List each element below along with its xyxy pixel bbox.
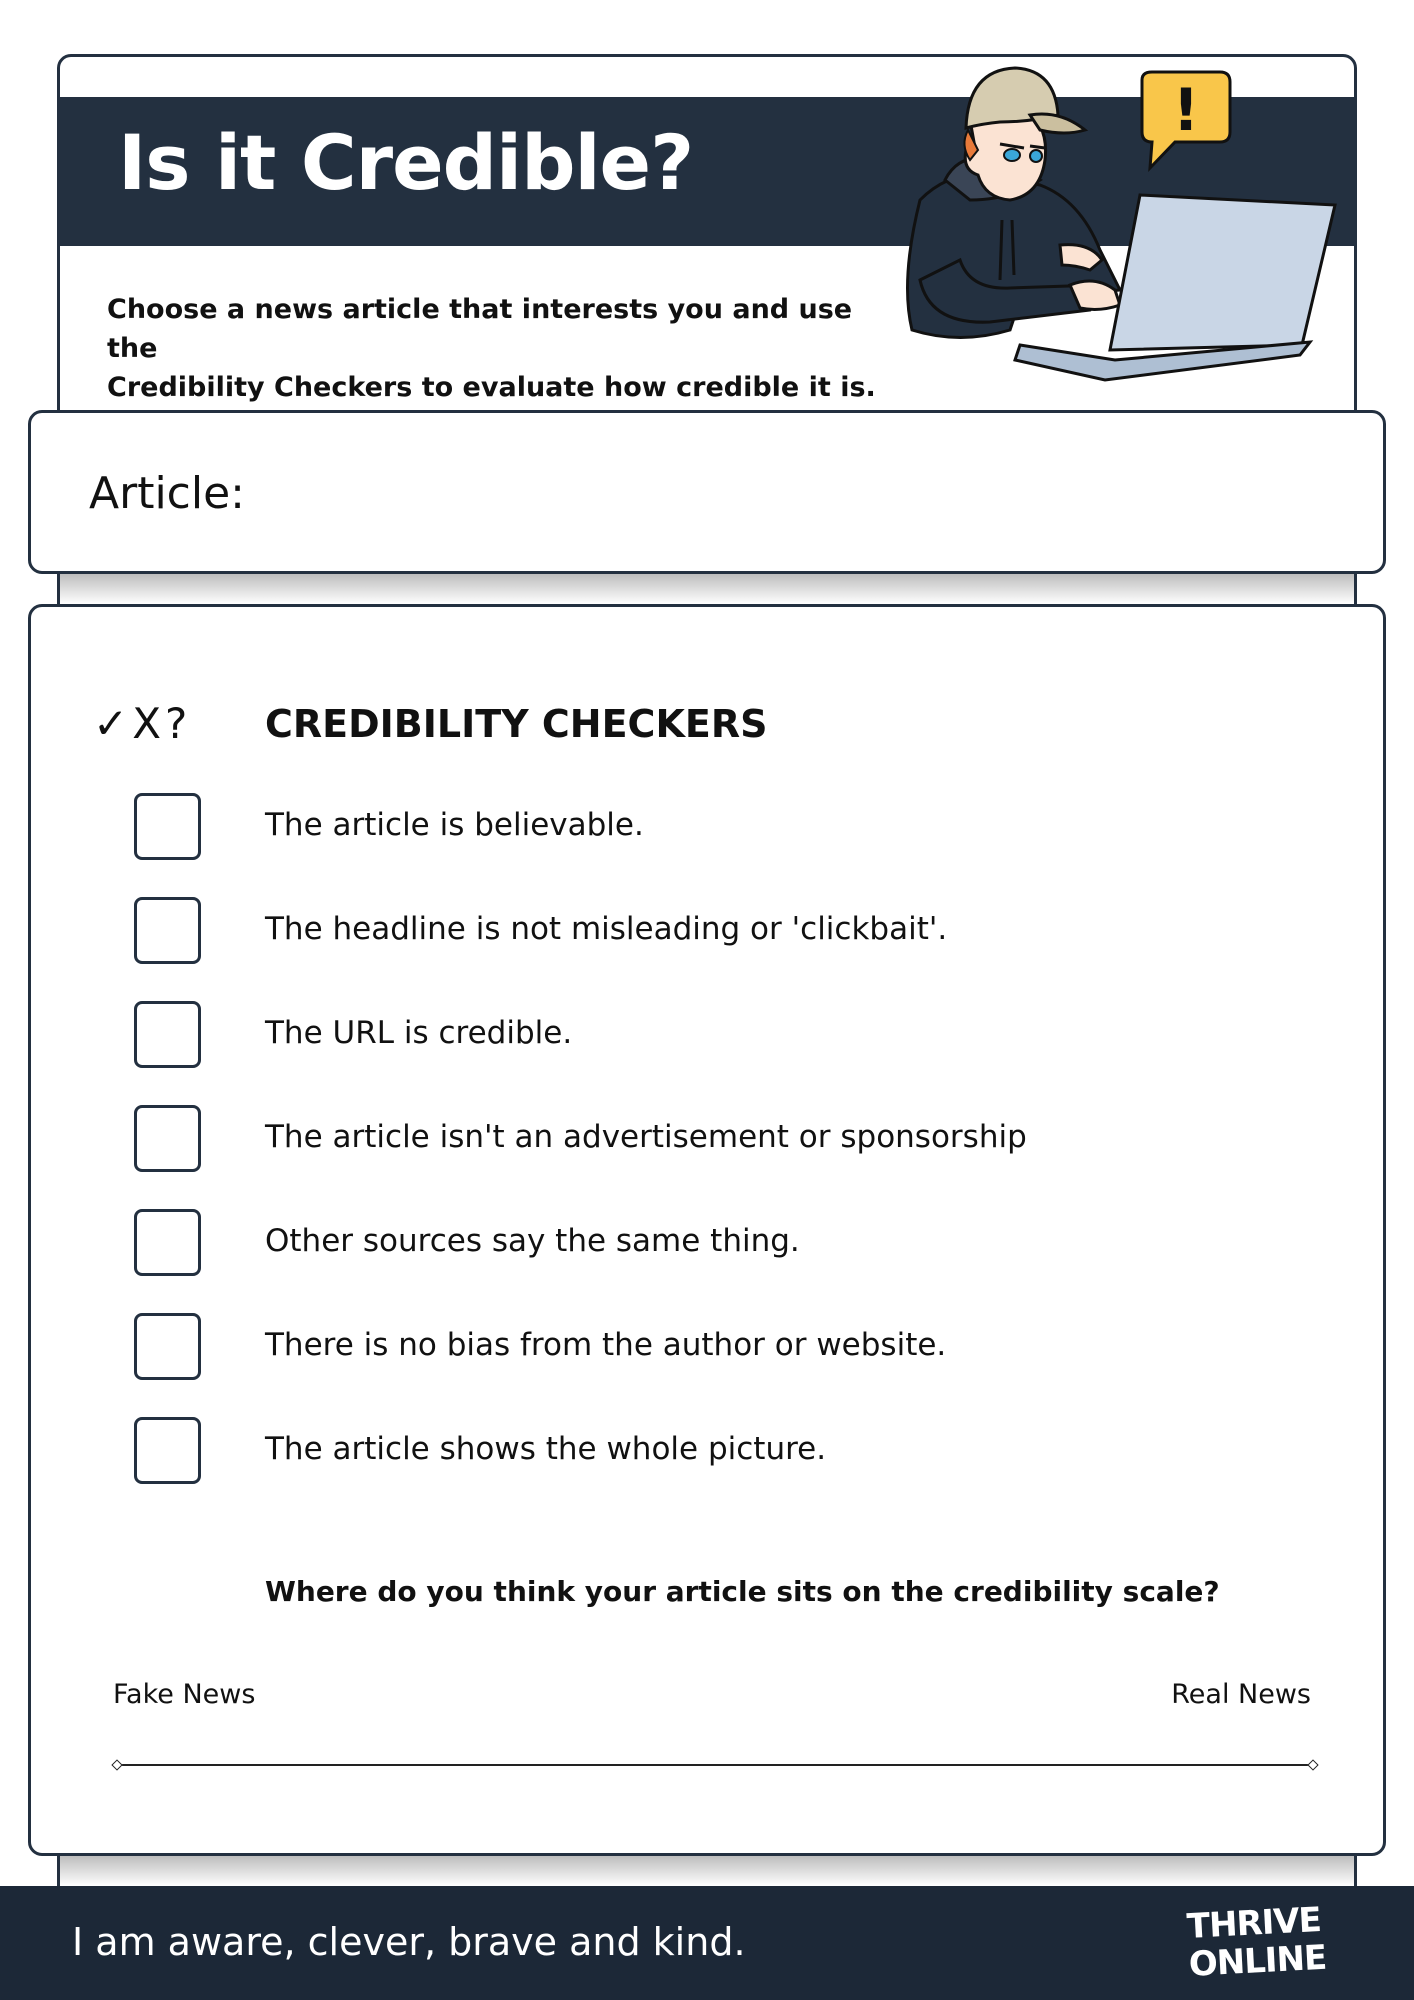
footer-tagline: I am aware, clever, brave and kind. [72, 1920, 746, 1964]
credibility-checkers-card [28, 604, 1386, 1856]
checker-text: The URL is credible. [265, 1015, 573, 1051]
checker-row [31, 1001, 1331, 1071]
article-label: Article: [89, 468, 245, 519]
checker-text: The article shows the whole picture. [265, 1431, 827, 1467]
checker-row [31, 793, 1331, 863]
scale-end-left [111, 1759, 122, 1770]
checker-checkbox[interactable] [134, 1313, 201, 1380]
intro-line-2: Credibility Checkers to evaluate how credible it is. [107, 372, 876, 403]
card-shadow [60, 574, 1354, 604]
checker-text: The article is believable. [265, 807, 644, 843]
checker-text: There is no bias from the author or website. [265, 1327, 947, 1363]
checker-row [31, 897, 1331, 967]
boy-at-laptop-illustration [890, 60, 1340, 390]
intro-line-1: Choose a news article that interests you and use the [107, 294, 853, 364]
scale-end-right [1307, 1759, 1318, 1770]
logo-line-1: THRIVE [1185, 1899, 1322, 1947]
thrive-online-logo [1186, 1900, 1340, 1990]
scale-label-fake: Fake News [113, 1679, 256, 1710]
article-field[interactable] [28, 410, 1386, 574]
alert-exclamation: ! [1172, 76, 1200, 144]
scale-label-real: Real News [1171, 1679, 1311, 1710]
checker-text: The headline is not misleading or 'clickbait'. [265, 911, 948, 947]
logo-line-2: ONLINE [1187, 1937, 1328, 1985]
checker-checkbox[interactable] [134, 1209, 201, 1276]
checker-checkbox[interactable] [134, 1001, 201, 1068]
checker-row [31, 1209, 1331, 1279]
checker-row [31, 1417, 1331, 1487]
checker-checkbox[interactable] [134, 1105, 201, 1172]
footer-bar [0, 1886, 1414, 2000]
credibility-scale-line[interactable] [117, 1764, 1313, 1766]
checker-text: The article isn't an advertisement or sponsorship [265, 1119, 1027, 1155]
checker-row [31, 1313, 1331, 1383]
page-title: Is it Credible? [118, 118, 694, 207]
checker-checkbox[interactable] [134, 897, 201, 964]
checker-checkbox[interactable] [134, 1417, 201, 1484]
card-shadow [60, 1856, 1354, 1886]
checkers-heading: CREDIBILITY CHECKERS [265, 702, 768, 746]
scale-question: Where do you think your article sits on the credibility scale? [265, 1575, 1220, 1608]
intro-text [107, 290, 907, 407]
check-cross-question-icon: ✓X? [93, 699, 192, 748]
checker-text: Other sources say the same thing. [265, 1223, 800, 1259]
checker-checkbox[interactable] [134, 793, 201, 860]
checker-row [31, 1105, 1331, 1175]
